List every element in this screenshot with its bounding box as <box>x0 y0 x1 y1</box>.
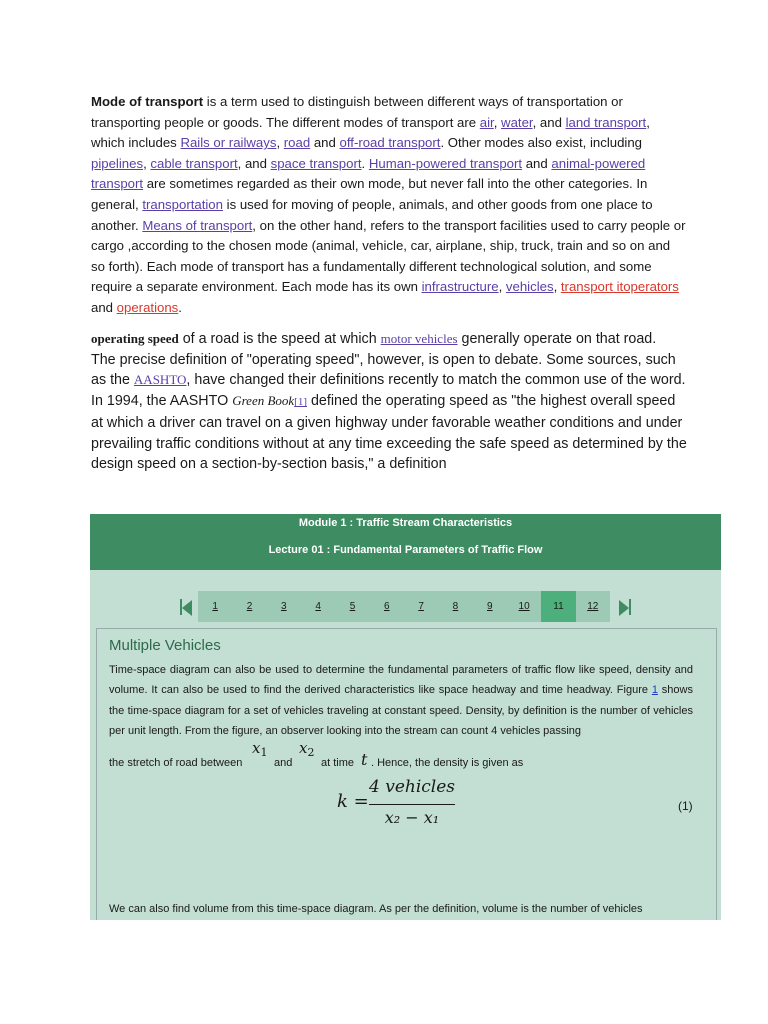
formula-denominator: x₂ − x₁ <box>384 808 440 827</box>
transport-paragraph <box>91 92 687 319</box>
text: generally operate on that road. <box>457 331 657 347</box>
fraction-bar <box>369 804 455 805</box>
page-link-2[interactable]: 2 <box>246 601 253 612</box>
text: is used for moving of people, animals, and other goods from one place to another. <box>91 196 653 233</box>
lecture-module-panel <box>90 514 721 920</box>
term-bold: operating speed <box>91 331 179 346</box>
link-road[interactable]: road <box>283 135 311 151</box>
math-x2 <box>299 739 314 759</box>
page-link-6[interactable]: 6 <box>384 601 390 612</box>
link-vehicles[interactable]: vehicles <box>505 279 554 295</box>
link-reference-1[interactable]: [1] <box>294 396 307 409</box>
text: the stretch of road between <box>109 757 243 769</box>
equation-number: (1) <box>678 799 693 813</box>
page-link-3[interactable]: 3 <box>281 601 287 612</box>
link-motor-vehicles[interactable]: motor vehicles <box>380 331 458 346</box>
math-x1 <box>252 739 267 759</box>
link-means-of-transport[interactable]: Means of transport <box>142 217 253 233</box>
operating-speed-paragraph <box>91 329 687 475</box>
text: . <box>178 299 182 315</box>
page-link-7[interactable]: 7 <box>418 601 424 612</box>
text: , have changed their definitions recently to match the common use of the word. In 1994, the AASHTO <box>91 372 686 410</box>
text: of a road is the speed at which <box>178 331 381 347</box>
link-aashto[interactable]: AASHTO <box>133 372 187 388</box>
page-link-4[interactable]: 4 <box>315 601 321 612</box>
formula-lhs: k = <box>337 791 369 812</box>
text: shows the time-space diagram for a set of vehicles traveling at constant speed. Density, by definition is the number of vehicles per unit length. From the figure, an observer looking into the stream can count 4 vehicles passing <box>109 684 693 737</box>
link-transport-operators[interactable]: transport itoperators <box>560 279 679 295</box>
text: , and <box>532 114 566 130</box>
text: , on the other hand, refers to the transport facilities used to carry people or cargo ,according to the chosen mode (animal, vehicle, car, airplane, ship, truck, train and so on and so forth). Each mode of transport has a fundamentally different technological solution, and some require a separate environment. Each mode has its own <box>91 217 686 295</box>
last-bar-icon <box>629 599 631 615</box>
link-pipelines[interactable]: pipelines <box>91 155 144 171</box>
page-link-10[interactable]: 10 <box>518 601 530 612</box>
math-t: t <box>361 750 368 769</box>
text: The precise definition of "operating speed", however, is open to debate. Some sources, such as the <box>91 351 676 389</box>
link-off-road[interactable]: off-road transport <box>339 135 441 151</box>
page-link-12[interactable]: 12 <box>587 601 599 612</box>
text: , <box>143 155 151 171</box>
text: defined the operating speed as "the highest overall speed at which a driver can travel on a given highway under favorable weather conditions and under prevailing traffic conditions without at any time exceeding the safe speed as determined by the design speed on a section-by-section basis," a definition <box>91 393 687 473</box>
link-water[interactable]: water <box>501 114 533 130</box>
text: are sometimes regarded as their own mode, but never fall into the other categories. In general, <box>91 176 648 212</box>
page-link-11[interactable]: 11 <box>541 591 575 622</box>
link-operations[interactable]: operations <box>116 299 179 315</box>
link-human-powered[interactable]: Human-powered transport <box>368 155 523 171</box>
text: , and <box>237 155 271 171</box>
link-cable-transport[interactable]: cable transport <box>150 155 238 171</box>
volume-line: We can also find volume from this time-space diagram. As per the definition, volume is the number of vehicles <box>109 903 643 915</box>
section-title: Multiple Vehicles <box>109 637 221 654</box>
math-var: x <box>252 739 261 757</box>
module-title: Module 1 : Traffic Stream Characteristics <box>298 517 513 529</box>
link-land-transport[interactable]: land transport <box>565 114 647 130</box>
page-link-8[interactable]: 8 <box>452 601 459 612</box>
text: , which includes <box>91 114 650 151</box>
link-transportation[interactable]: transportation <box>142 196 223 212</box>
figure-link[interactable]: 1 <box>651 684 658 697</box>
page-link-9[interactable]: 9 <box>487 601 493 612</box>
content-paragraph <box>109 660 693 741</box>
page-list <box>198 591 610 622</box>
content-box <box>96 628 717 920</box>
text: . Other modes also exist, including <box>440 135 643 151</box>
text: Time-space diagram can also be used to determine the fundamental parameters of traffic flow like speed, density and volume. It can also be used to find the derived characteristics like space headway and time headway. Figure <box>109 664 693 697</box>
text: and <box>91 299 117 315</box>
text: , <box>498 279 506 295</box>
text: , <box>276 135 284 151</box>
lecture-title: Lecture 01 : Fundamental Parameters of Traffic Flow <box>268 544 543 556</box>
page-link-1[interactable]: 1 <box>212 601 218 612</box>
term-bold: Mode of transport <box>91 94 204 109</box>
text: at time <box>321 757 355 769</box>
formula-numerator: 4 vehicles <box>369 777 456 797</box>
page-link-5[interactable]: 5 <box>349 601 356 612</box>
next-arrow-icon[interactable] <box>619 600 629 616</box>
math-var: x <box>299 739 308 757</box>
math-sub: 2 <box>307 746 315 759</box>
module-header <box>90 514 721 570</box>
density-formula <box>337 777 467 833</box>
link-infrastructure[interactable]: infrastructure <box>421 279 499 295</box>
link-air[interactable]: air <box>479 114 494 130</box>
link-animal-powered[interactable]: animal-powered transport <box>91 155 646 192</box>
text: . <box>361 155 369 171</box>
text: , <box>493 114 502 130</box>
book-title: Green Book <box>232 393 295 409</box>
density-line <box>109 739 699 779</box>
link-rails[interactable]: Rails or railways <box>180 135 277 151</box>
text: , <box>553 279 561 295</box>
text: . Hence, the density is given as <box>371 757 524 769</box>
link-space-transport[interactable]: space transport <box>270 155 362 171</box>
text: is a term used to distinguish between different ways of transportation or transporting people or goods. The different modes of transport are <box>91 94 623 130</box>
text: and <box>274 757 293 769</box>
text: and <box>310 135 340 151</box>
text: and <box>522 155 552 171</box>
prev-arrow-icon[interactable] <box>182 600 192 616</box>
math-sub: 1 <box>260 746 268 759</box>
